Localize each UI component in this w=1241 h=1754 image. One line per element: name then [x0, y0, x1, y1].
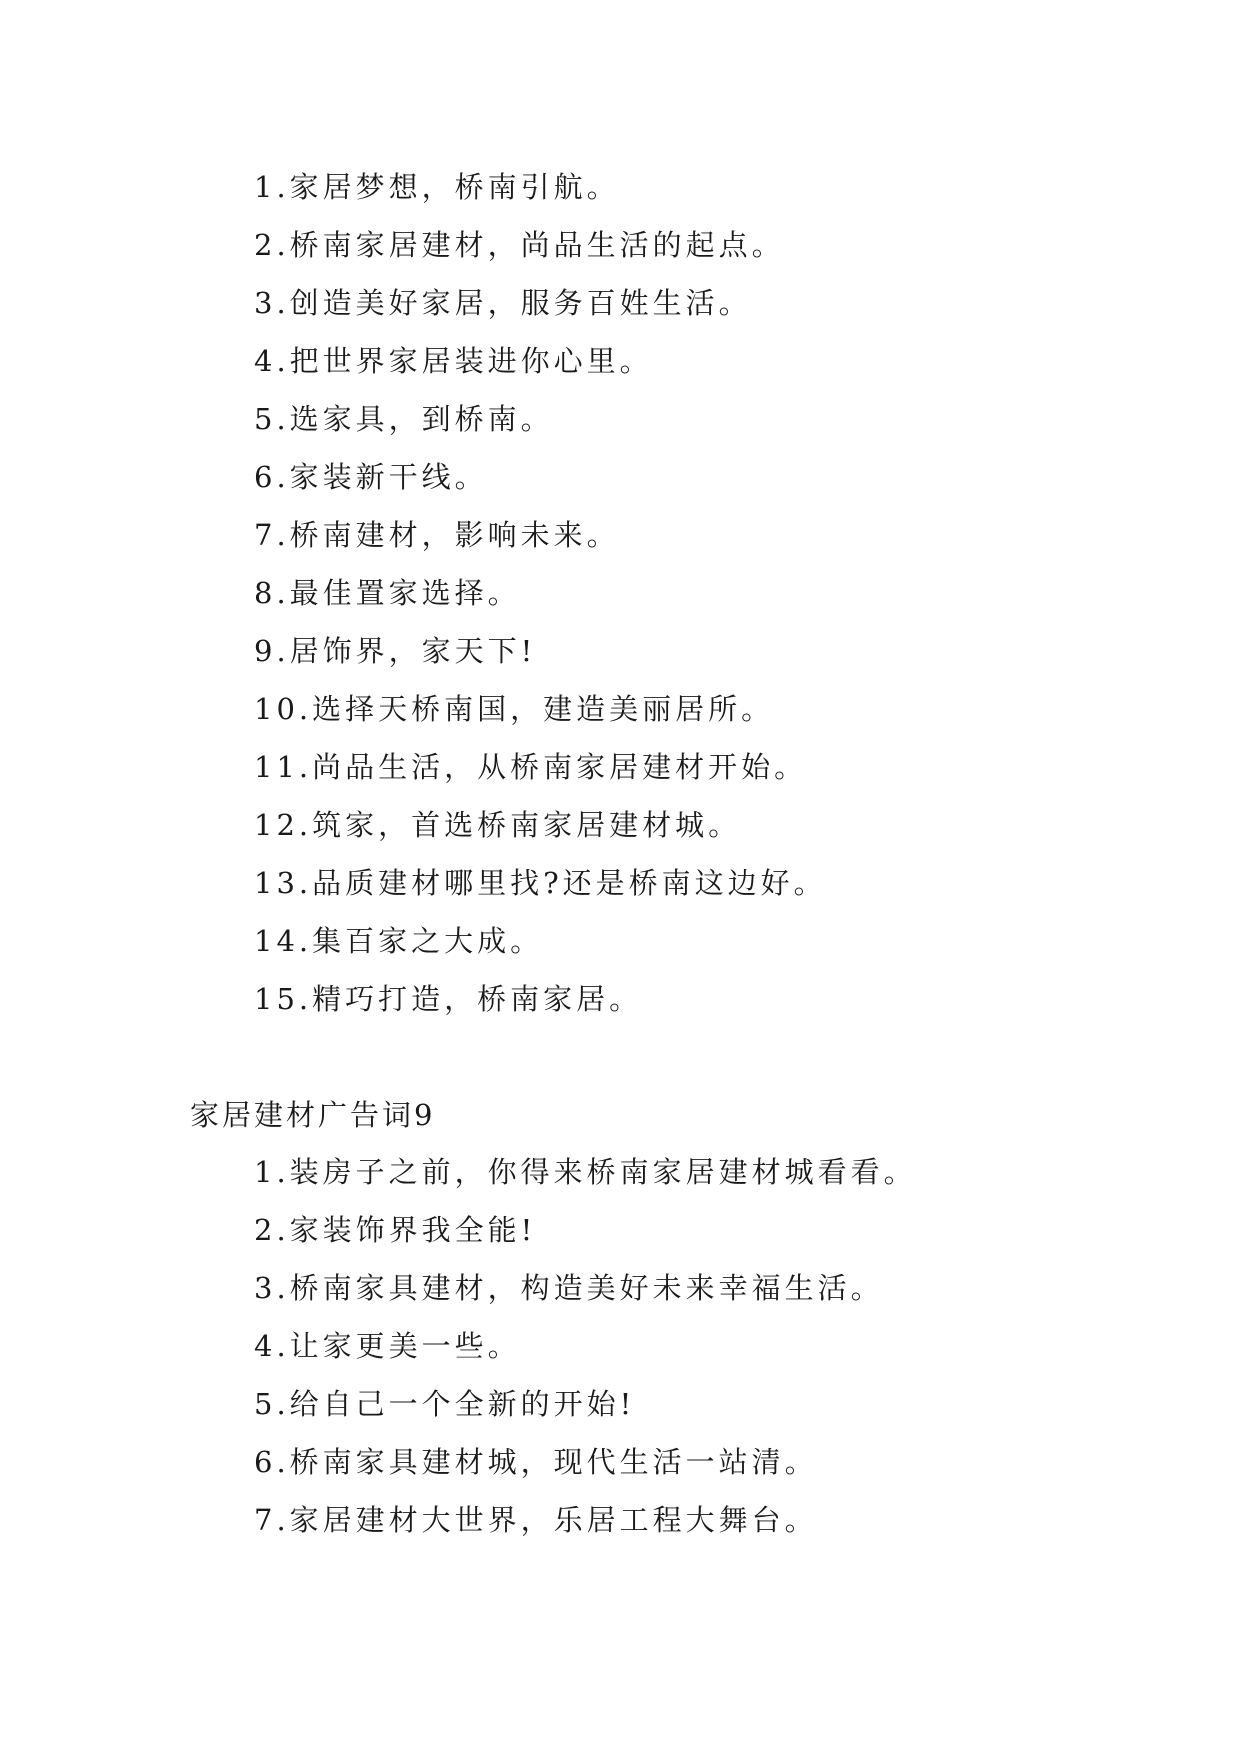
- list-item: 5.给自己一个全新的开始!: [254, 1387, 636, 1421]
- list-item: 4.让家更美一些。: [254, 1329, 521, 1363]
- section-heading: 家居建材广告词9: [190, 1098, 436, 1132]
- list-item: 11.尚品生活，从桥南家居建材开始。: [254, 750, 808, 784]
- list-item: 15.精巧打造，桥南家居。: [254, 982, 643, 1016]
- list-item: 7.桥南建材，影响未来。: [254, 518, 620, 552]
- list-item: 6.桥南家具建材城，现代生活一站清。: [254, 1445, 818, 1479]
- list-item: 1.装房子之前，你得来桥南家居建材城看看。: [254, 1155, 917, 1189]
- list-item: 8.最佳置家选择。: [254, 576, 521, 610]
- list-item: 9.居饰界，家天下!: [254, 634, 537, 668]
- list-item: 12.筑家，首选桥南家居建材城。: [254, 808, 742, 842]
- list-item: 10.选择天桥南国，建造美丽居所。: [254, 692, 775, 726]
- list-item: 6.家装新干线。: [254, 460, 488, 494]
- list-item: 2.家装饰界我全能!: [254, 1213, 537, 1247]
- slogan-list-1: [254, 158, 827, 1028]
- list-item: 3.桥南家具建材，构造美好未来幸福生活。: [254, 1271, 884, 1305]
- list-item: 3.创造美好家居，服务百姓生活。: [254, 286, 752, 320]
- list-item: 14.集百家之大成。: [254, 924, 544, 958]
- slogan-list-2: [254, 1143, 917, 1549]
- list-item: 5.选家具，到桥南。: [254, 402, 554, 436]
- list-item: 7.家居建材大世界，乐居工程大舞台。: [254, 1503, 818, 1537]
- list-item: 2.桥南家居建材，尚品生活的起点。: [254, 228, 785, 262]
- list-item: 1.家居梦想，桥南引航。: [254, 170, 620, 204]
- list-item: 13.品质建材哪里找?还是桥南这边好。: [254, 866, 827, 900]
- list-item: 4.把世界家居装进你心里。: [254, 344, 653, 378]
